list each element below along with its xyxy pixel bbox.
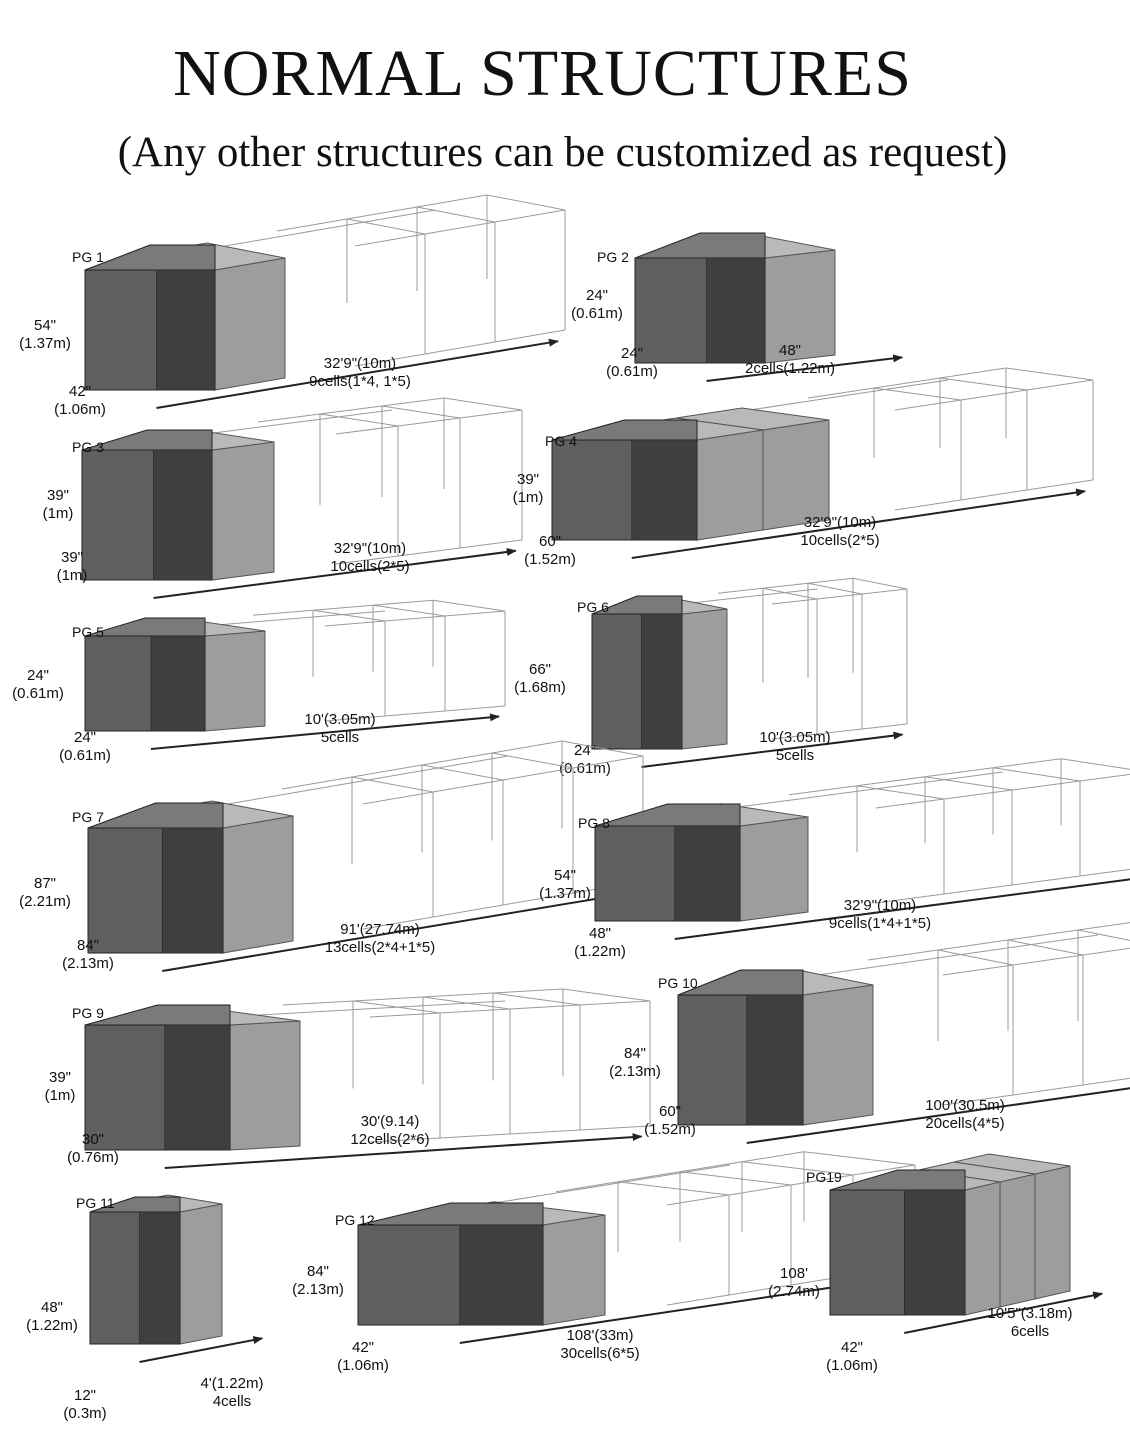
frame-line	[940, 378, 1027, 390]
frame-line	[680, 1162, 742, 1172]
frame-line	[253, 610, 313, 615]
height-label: 54"	[553, 867, 577, 884]
frame-line	[460, 540, 522, 548]
height-label: 39"	[48, 1069, 72, 1086]
cells-label: 10cells(2*5)	[800, 532, 880, 549]
height-metric-label: (1.68m)	[514, 679, 566, 696]
frame-line	[1083, 1075, 1130, 1085]
frame-line	[325, 621, 385, 626]
structure-label: PG 6	[577, 599, 609, 615]
width-metric-label: (1.52m)	[524, 551, 576, 568]
frame-line	[580, 1126, 650, 1130]
frame-line	[993, 768, 1080, 781]
frame-line	[422, 753, 492, 765]
cell-side	[682, 609, 727, 749]
front-inner-face	[904, 1190, 965, 1315]
frame-line	[382, 406, 460, 418]
front-inner-face	[154, 450, 213, 580]
frame-line	[373, 600, 433, 605]
frame-line	[876, 799, 944, 808]
frame-line	[853, 578, 907, 589]
width-metric-label: (1.22m)	[574, 943, 626, 960]
height-label: 24"	[26, 667, 50, 684]
front-inner-face	[632, 440, 697, 540]
frame-line	[440, 1134, 510, 1138]
height-label: 84"	[623, 1045, 647, 1062]
frame-line	[938, 940, 1008, 950]
front-inner-face	[151, 636, 205, 731]
frame-line	[729, 1185, 791, 1195]
frame-line	[385, 616, 445, 621]
width-label: 39"	[60, 549, 84, 566]
frame-line	[510, 1005, 580, 1009]
structure-label: PG 4	[545, 433, 577, 449]
frame-line	[320, 414, 398, 426]
cells-label: 10cells(2*5)	[330, 558, 410, 575]
width-metric-label: (1.06m)	[826, 1357, 878, 1374]
frame-line	[298, 780, 368, 792]
cells-label: 12cells(2*6)	[350, 1131, 430, 1148]
height-metric-label: (0.61m)	[12, 685, 64, 702]
structure-label: PG 1	[72, 249, 104, 265]
cells-label: 5cells	[320, 729, 360, 746]
page-title: NORMAL STRUCTURES	[173, 37, 912, 110]
width-metric-label: (1.06m)	[337, 1357, 389, 1374]
length-label: 30'(9.14)	[360, 1113, 420, 1130]
frame-line	[225, 234, 295, 246]
frame-line	[445, 706, 505, 711]
structure-label: PG 5	[72, 624, 104, 640]
frame-line	[818, 965, 888, 975]
frame-line	[510, 1130, 580, 1134]
frame-line	[1061, 759, 1130, 772]
front-top	[635, 233, 765, 258]
frame-line	[1027, 380, 1093, 390]
height-metric-label: (1.37m)	[19, 335, 71, 352]
structure-pg2	[571, 233, 902, 381]
frame-line	[353, 997, 423, 1001]
width-label: 48"	[588, 925, 612, 942]
frame-line	[817, 594, 862, 599]
structure-label: PG 8	[578, 815, 610, 831]
frame-line	[718, 588, 763, 593]
cell-side	[803, 985, 873, 1125]
front-top	[85, 1005, 230, 1025]
frame-line	[352, 777, 433, 792]
frame-line	[265, 616, 325, 621]
height-label: 87"	[33, 875, 57, 892]
frame-line	[857, 786, 944, 799]
front-top	[88, 803, 223, 828]
front-inner-face	[157, 270, 216, 390]
cells-label: 9cells(1*4+1*5)	[828, 915, 932, 932]
frame-line	[370, 1013, 440, 1017]
length-label: 48"	[778, 342, 802, 359]
height-metric-label: (1.37m)	[539, 885, 591, 902]
frame-line	[1080, 867, 1130, 876]
frame-line	[668, 1165, 730, 1175]
structure-pg7	[19, 741, 643, 972]
length-label: 10'(3.05m)	[759, 729, 831, 746]
frame-line	[1028, 935, 1098, 945]
width-label: 42"	[840, 1339, 864, 1356]
front-top	[595, 804, 740, 826]
frame-line	[425, 342, 495, 354]
width-label: 24"	[620, 345, 644, 362]
cells-label: 4cells	[212, 1393, 252, 1410]
front-inner-face	[165, 1025, 230, 1150]
frame-line	[347, 219, 425, 234]
cell-side	[230, 1021, 300, 1150]
cell-side	[697, 430, 763, 540]
cells-label: 20cells(4*5)	[925, 1115, 1005, 1132]
frame-line	[895, 500, 961, 510]
frame-line	[277, 219, 347, 231]
structure-pg10	[609, 920, 1130, 1143]
frame-line	[742, 1152, 804, 1162]
frame-line	[422, 765, 503, 780]
frame-line	[228, 792, 298, 804]
frame-line	[365, 1005, 435, 1009]
structure-label: PG 9	[72, 1005, 104, 1021]
width-label: 42"	[351, 1339, 375, 1356]
structure-pg6	[514, 578, 907, 777]
frame-line	[282, 777, 352, 789]
width-metric-label: (1.52m)	[644, 1121, 696, 1138]
frame-line	[295, 222, 365, 234]
length-label: 91'(27.74m)	[340, 921, 420, 938]
cell-side	[740, 817, 808, 921]
frame-line	[487, 195, 565, 210]
structure-pg3	[43, 398, 522, 598]
cell-side	[180, 1204, 222, 1344]
cell-side	[212, 442, 274, 580]
frame-line	[425, 222, 495, 234]
height-metric-label: (2.74m)	[768, 1283, 820, 1300]
frame-line	[925, 768, 993, 777]
width-metric-label: (0.3m)	[63, 1405, 107, 1422]
page-subtitle: (Any other structures can be customized as request)	[117, 129, 1008, 176]
front-inner-face	[162, 828, 223, 953]
frame-line	[895, 400, 961, 410]
height-metric-label: (2.13m)	[292, 1281, 344, 1298]
frame-line	[444, 398, 522, 410]
cell-side	[1000, 1174, 1035, 1307]
height-label: 66"	[528, 661, 552, 678]
height-metric-label: (1m)	[512, 489, 544, 506]
length-label: 4'(1.22m)	[200, 1375, 264, 1392]
frame-line	[618, 1172, 680, 1182]
frame-line	[1078, 920, 1130, 930]
width-label: 30"	[81, 1131, 105, 1148]
width-metric-label: (2.13m)	[62, 955, 114, 972]
structure-label: PG 7	[72, 809, 104, 825]
length-label: 32'9"(10m)	[323, 355, 397, 372]
length-label: 10'(3.05m)	[304, 711, 376, 728]
frame-line	[961, 390, 1027, 400]
frame-line	[804, 1152, 915, 1165]
cell-side	[543, 1215, 605, 1325]
frame-line	[398, 418, 460, 426]
frame-line	[295, 1009, 365, 1013]
frame-line	[417, 207, 495, 222]
frame-line	[1027, 480, 1093, 490]
frame-line	[1080, 772, 1130, 781]
length-label: 32'9"(10m)	[333, 540, 407, 557]
length-label: 32'9"(10m)	[843, 897, 917, 914]
frame-line	[460, 410, 522, 418]
height-label: 48"	[40, 1299, 64, 1316]
frame-line	[385, 711, 445, 716]
structure-label: PG 12	[335, 1212, 375, 1228]
length-label: 10'5"(3.18m)	[987, 1305, 1073, 1322]
width-metric-label: (1.06m)	[54, 401, 106, 418]
frame-line	[544, 1185, 606, 1195]
frame-line	[1013, 955, 1083, 965]
frame-line	[868, 950, 938, 960]
cells-label: 30cells(6*5)	[560, 1345, 640, 1362]
cells-label: 9cells(1*4, 1*5)	[309, 373, 411, 390]
front-inner-face	[642, 614, 683, 749]
height-label: 108'	[780, 1265, 808, 1282]
structure-pg11	[26, 1195, 263, 1422]
width-metric-label: (0.61m)	[59, 747, 111, 764]
structure-pg4	[513, 368, 1093, 568]
frame-line	[772, 599, 817, 604]
height-label: 84"	[306, 1263, 330, 1280]
height-label: 54"	[33, 317, 57, 334]
frame-line	[445, 611, 505, 616]
structure-pg5	[12, 600, 505, 764]
frame-line	[993, 759, 1061, 768]
cells-label: 2cells(1.22m)	[744, 360, 836, 377]
structure-pg12	[292, 1152, 915, 1374]
structure-label: PG 3	[72, 439, 104, 455]
front-inner-face	[460, 1225, 543, 1325]
front-top	[358, 1203, 543, 1225]
frame-line	[1012, 876, 1080, 885]
width-label: 60"	[658, 1103, 682, 1120]
cell-side	[223, 816, 293, 953]
structure-pg19	[768, 1154, 1102, 1374]
frame-line	[874, 388, 961, 400]
frame-line	[888, 955, 958, 965]
frame-line	[433, 600, 505, 611]
height-metric-label: (2.21m)	[19, 893, 71, 910]
structure-label: PG 2	[597, 249, 629, 265]
frame-line	[580, 1001, 650, 1005]
width-metric-label: (0.61m)	[559, 760, 611, 777]
structure-label: PG 10	[658, 975, 698, 991]
frame-line	[336, 426, 398, 434]
length-label: 32'9"(10m)	[803, 514, 877, 531]
frame-line	[944, 790, 1012, 799]
frame-line	[961, 490, 1027, 500]
frame-line	[727, 594, 772, 599]
frame-line	[958, 945, 1028, 955]
width-label: 42"	[68, 383, 92, 400]
frame-line	[680, 1172, 791, 1185]
frame-line	[423, 993, 493, 997]
cell-side	[205, 631, 265, 731]
width-label: 84"	[76, 937, 100, 954]
frame-line	[862, 724, 907, 729]
frame-line	[1006, 368, 1093, 380]
frame-line	[789, 786, 857, 795]
height-label: 24"	[585, 287, 609, 304]
structure-pg1	[19, 195, 565, 418]
frame-line	[355, 234, 425, 246]
width-label: 60"	[538, 533, 562, 550]
frame-line	[667, 1195, 729, 1205]
front-inner-face	[707, 258, 766, 363]
frame-line	[1078, 930, 1130, 945]
frame-line	[943, 965, 1013, 975]
frame-line	[313, 605, 373, 610]
front-top	[830, 1170, 965, 1190]
frame-line	[1012, 781, 1080, 790]
frame-line	[368, 768, 438, 780]
height-metric-label: (0.61m)	[571, 305, 623, 322]
length-label: 108'(33m)	[566, 1327, 634, 1344]
width-label: 24"	[573, 742, 597, 759]
frame-line	[440, 1009, 510, 1013]
height-metric-label: (2.13m)	[609, 1063, 661, 1080]
width-metric-label: (0.76m)	[67, 1149, 119, 1166]
width-metric-label: (0.61m)	[606, 363, 658, 380]
frame-line	[365, 210, 435, 222]
frame-line	[417, 195, 487, 207]
frame-line	[435, 1001, 505, 1005]
frame-line	[493, 993, 580, 1005]
frame-line	[1083, 945, 1130, 955]
frame-line	[495, 330, 565, 342]
height-label: 39"	[516, 471, 540, 488]
height-metric-label: (1m)	[44, 1087, 76, 1104]
width-metric-label: (1m)	[56, 567, 88, 584]
frame-line	[556, 1182, 618, 1192]
height-label: 39"	[46, 487, 70, 504]
frame-line	[1013, 1085, 1083, 1095]
height-metric-label: (1.22m)	[26, 1317, 78, 1334]
frame-line	[1008, 930, 1078, 940]
structure-label: PG19	[806, 1169, 842, 1185]
cell-side	[1035, 1166, 1070, 1299]
structure-pg8	[539, 759, 1130, 960]
front-inner-face	[675, 826, 740, 921]
height-metric-label: (1m)	[42, 505, 74, 522]
frame-line	[347, 207, 417, 219]
frame-line	[808, 578, 853, 583]
width-label: 12"	[73, 1387, 97, 1404]
cell-side	[965, 1182, 1000, 1315]
frame-line	[618, 1182, 729, 1195]
width-label: 24"	[73, 729, 97, 746]
frame-line	[857, 777, 925, 786]
frame-line	[352, 765, 422, 777]
frame-line	[563, 989, 650, 1001]
front-top	[85, 245, 215, 270]
frame-line	[606, 1175, 668, 1185]
front-inner-face	[140, 1212, 181, 1344]
frame-line	[862, 589, 907, 594]
cells-label: 6cells	[1010, 1323, 1050, 1340]
frame-line	[750, 400, 816, 410]
frame-line	[438, 756, 508, 768]
frame-line	[283, 1001, 353, 1005]
frame-line	[398, 548, 460, 556]
frame-line	[492, 741, 562, 753]
frame-line	[382, 398, 444, 406]
cells-label: 5cells	[775, 747, 815, 764]
cell-side	[215, 258, 285, 390]
frame-line	[925, 777, 1012, 790]
frame-line	[940, 368, 1006, 378]
frame-line	[944, 885, 1012, 894]
frame-line	[495, 210, 565, 222]
cells-label: 13cells(2*4+1*5)	[324, 939, 436, 956]
front-inner-face	[747, 995, 803, 1125]
structure-pg9	[45, 989, 650, 1168]
length-label: 100'(30.5m)	[925, 1097, 1005, 1114]
frame-line	[493, 989, 563, 993]
structure-label: PG 11	[76, 1195, 115, 1211]
frame-line	[763, 583, 808, 588]
